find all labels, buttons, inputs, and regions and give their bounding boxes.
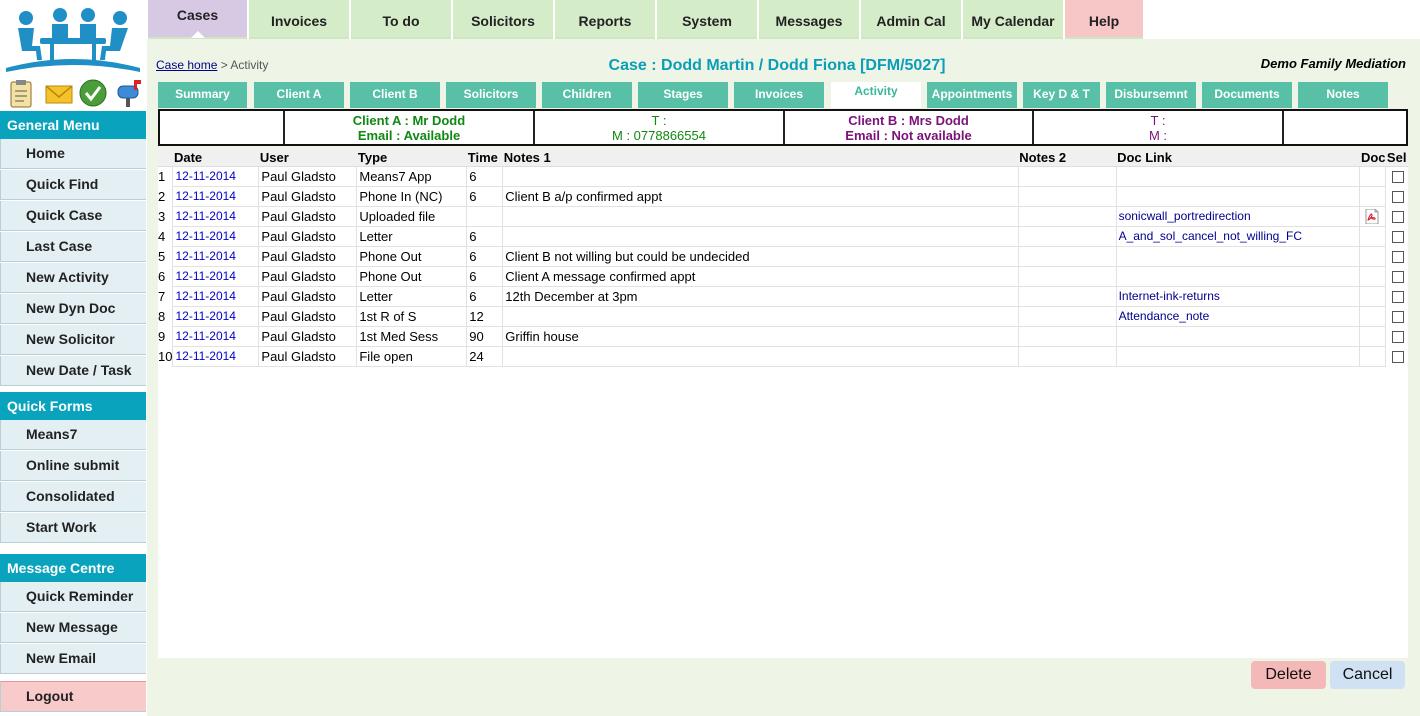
- subtab-solicitors[interactable]: Solicitors: [446, 82, 536, 108]
- client-a-mobile: M : 0778866554: [612, 128, 706, 143]
- type-cell: Uploaded file: [357, 206, 467, 226]
- user-cell: Paul Gladsto: [259, 206, 357, 226]
- select-cell: [1386, 346, 1408, 366]
- nav-tab-admin-cal[interactable]: Admin Cal: [861, 0, 961, 39]
- menu-item-last-case[interactable]: Last Case: [0, 232, 146, 262]
- menu-item-quick-case[interactable]: Quick Case: [0, 201, 146, 231]
- user-cell: Paul Gladsto: [259, 186, 357, 206]
- client-b-name: Client B : Mrs Dodd: [848, 113, 969, 128]
- clipboard-icon[interactable]: [6, 78, 36, 108]
- case-title: Case : Dodd Martin / Dodd Fiona [DFM/5027]: [608, 57, 946, 74]
- header-notes-1[interactable]: Notes 1: [503, 149, 1018, 166]
- nav-tab-reports[interactable]: Reports: [555, 0, 655, 39]
- client-b-mobile: M :: [1148, 128, 1168, 143]
- notes-2-cell: [1018, 266, 1116, 286]
- subtab-invoices[interactable]: Invoices: [734, 82, 824, 108]
- table-row[interactable]: [158, 266, 1408, 286]
- header-doc-link[interactable]: Doc Link: [1116, 149, 1360, 166]
- nav-tab-system[interactable]: System: [657, 0, 757, 39]
- table-row[interactable]: [158, 166, 1408, 186]
- notes-2-cell: [1018, 246, 1116, 266]
- type-cell: Letter: [357, 226, 467, 246]
- row-select-checkbox[interactable]: [1392, 291, 1404, 303]
- notes-1-cell: [503, 206, 1018, 226]
- subtab-notes[interactable]: Notes: [1298, 82, 1388, 108]
- table-row[interactable]: [158, 246, 1408, 266]
- notes-1-cell: [503, 166, 1018, 186]
- notes-1-cell: Client B not willing but could be undecided: [503, 246, 1018, 266]
- row-number: 10: [158, 348, 173, 364]
- client-b-phone: [1034, 111, 1284, 144]
- doc-link-cell: [1116, 346, 1360, 366]
- notes-1-cell: Client B a/p confirmed appt: [503, 186, 1018, 206]
- type-cell: 1st Med Sess: [357, 326, 467, 346]
- breadcrumb-separator: >: [217, 58, 231, 72]
- doc-cell: [1360, 266, 1386, 286]
- menu-item-new-message[interactable]: New Message: [0, 613, 146, 643]
- row-number: 1: [158, 168, 166, 184]
- client-a-email: Email : Available: [357, 128, 461, 143]
- row-select-checkbox[interactable]: [1392, 351, 1404, 363]
- doc-link-cell[interactable]: Internet-ink-returns: [1116, 286, 1360, 306]
- type-cell: Phone In (NC): [357, 186, 467, 206]
- info-cell-empty-left: [160, 111, 285, 144]
- time-cell: 6: [467, 166, 503, 186]
- menu-item-new-date-task[interactable]: New Date / Task: [0, 356, 146, 386]
- doc-link-cell: [1116, 186, 1360, 206]
- time-cell: [467, 206, 503, 226]
- subtab-documents[interactable]: Documents: [1202, 82, 1292, 108]
- user-cell: Paul Gladsto: [259, 286, 357, 306]
- time-cell: 90: [467, 326, 503, 346]
- notes-2-cell: [1018, 206, 1116, 226]
- nav-tab-messages[interactable]: Messages: [759, 0, 859, 39]
- notes-2-cell: [1018, 286, 1116, 306]
- row-select-checkbox[interactable]: [1392, 231, 1404, 243]
- date-cell[interactable]: 12-11-2014: [173, 326, 259, 346]
- time-cell: 24: [467, 346, 503, 366]
- type-cell: File open: [357, 346, 467, 366]
- user-cell: Paul Gladsto: [259, 346, 357, 366]
- envelope-icon[interactable]: [44, 78, 74, 108]
- row-number: 2: [158, 188, 166, 204]
- type-cell: Phone Out: [357, 266, 467, 286]
- row-number: 7: [158, 288, 166, 304]
- activity-grid-panel: [158, 149, 1408, 658]
- subtab-client-b[interactable]: Client B: [350, 82, 440, 108]
- select-cell: [1386, 266, 1408, 286]
- subtab-key-d-and-t[interactable]: Key D & T: [1023, 82, 1100, 108]
- header-row-number: [158, 149, 173, 166]
- doc-cell: [1360, 206, 1386, 226]
- quick-icons: [4, 78, 144, 110]
- nav-tab-invoices[interactable]: Invoices: [249, 0, 349, 39]
- client-a-name: Client A : Mr Dodd: [352, 113, 466, 128]
- date-cell[interactable]: 12-11-2014: [173, 306, 259, 326]
- menu-item-new-solicitor[interactable]: New Solicitor: [0, 325, 146, 355]
- row-number: 6: [158, 268, 166, 284]
- mailbox-icon[interactable]: [114, 78, 144, 108]
- row-number: 4: [158, 228, 166, 244]
- date-cell[interactable]: 12-11-2014: [173, 206, 259, 226]
- time-cell: 6: [467, 286, 503, 306]
- doc-cell: [1360, 246, 1386, 266]
- table-row[interactable]: [158, 186, 1408, 206]
- select-cell: [1386, 246, 1408, 266]
- type-cell: Means7 App: [357, 166, 467, 186]
- cancel-button[interactable]: Cancel: [1330, 661, 1405, 689]
- doc-link-cell: [1116, 246, 1360, 266]
- doc-link-cell[interactable]: sonicwall_portredirection: [1116, 206, 1360, 226]
- notes-1-cell: Griffin house: [503, 326, 1018, 346]
- notes-2-cell: [1018, 186, 1116, 206]
- doc-cell: [1360, 306, 1386, 326]
- doc-cell: [1360, 286, 1386, 306]
- row-number: 9: [158, 328, 166, 344]
- menu-item-means7[interactable]: Means7: [0, 420, 146, 450]
- user-cell: Paul Gladsto: [259, 326, 357, 346]
- table-row[interactable]: [158, 286, 1408, 306]
- client-a-phone: [535, 111, 785, 144]
- client-b-info: [785, 111, 1034, 144]
- client-a-tel: T :: [651, 113, 667, 128]
- breadcrumb-case-home-link[interactable]: Case home: [156, 58, 218, 72]
- notes-1-cell: [503, 306, 1018, 326]
- type-cell: Phone Out: [357, 246, 467, 266]
- general-menu-heading: General Menu: [0, 111, 146, 139]
- notes-1-cell: Client A message confirmed appt: [503, 266, 1018, 286]
- date-cell[interactable]: 12-11-2014: [173, 186, 259, 206]
- row-select-checkbox[interactable]: [1392, 211, 1404, 223]
- subtab-summary[interactable]: Summary: [158, 82, 247, 108]
- menu-item-new-activity[interactable]: New Activity: [0, 263, 146, 293]
- time-cell: 6: [467, 246, 503, 266]
- select-cell: [1386, 286, 1408, 306]
- doc-link-cell: [1116, 166, 1360, 186]
- doc-cell: [1360, 326, 1386, 346]
- doc-link-cell: [1116, 326, 1360, 346]
- breadcrumb-current: Activity: [230, 58, 269, 72]
- delete-button[interactable]: Delete: [1251, 661, 1326, 689]
- client-info-bar: [158, 109, 1408, 146]
- row-number: 5: [158, 248, 166, 264]
- notes-2-cell: [1018, 346, 1116, 366]
- row-select-checkbox[interactable]: [1392, 171, 1404, 183]
- time-cell: 6: [467, 266, 503, 286]
- client-b-tel: T :: [1150, 113, 1166, 128]
- time-cell: 6: [467, 226, 503, 246]
- header-doc[interactable]: Doc: [1360, 149, 1386, 165]
- row-select-checkbox[interactable]: [1392, 331, 1404, 343]
- date-cell[interactable]: 12-11-2014: [173, 346, 259, 366]
- doc-cell: [1360, 346, 1386, 366]
- date-cell[interactable]: 12-11-2014: [173, 266, 259, 286]
- header-notes-2[interactable]: Notes 2: [1018, 149, 1116, 166]
- select-cell: [1386, 186, 1408, 206]
- logout-button[interactable]: Logout: [0, 681, 146, 712]
- user-cell: Paul Gladsto: [259, 246, 357, 266]
- row-select-checkbox[interactable]: [1392, 191, 1404, 203]
- subtab-disbursement[interactable]: Disbursemnt: [1106, 82, 1196, 108]
- doc-link-cell[interactable]: A_and_sol_cancel_not_willing_FC: [1116, 226, 1360, 246]
- row-number: 3: [158, 208, 166, 224]
- nav-tab-solicitors[interactable]: Solicitors: [453, 0, 553, 39]
- nav-tab-cases[interactable]: Cases: [148, 0, 247, 39]
- menu-item-consolidated[interactable]: Consolidated: [0, 482, 146, 512]
- date-cell[interactable]: 12-11-2014: [173, 166, 259, 186]
- select-cell: [1386, 326, 1408, 346]
- doc-link-cell: [1116, 266, 1360, 286]
- nav-tab-my-calendar[interactable]: My Calendar: [963, 0, 1063, 39]
- subtab-activity[interactable]: Activity: [831, 82, 921, 108]
- type-cell: Letter: [357, 286, 467, 306]
- menu-item-start-work[interactable]: Start Work: [0, 513, 146, 543]
- row-select-checkbox[interactable]: [1392, 311, 1404, 323]
- date-cell[interactable]: 12-11-2014: [173, 246, 259, 266]
- select-cell: [1386, 226, 1408, 246]
- organization-name: Demo Family Mediation: [1260, 56, 1406, 71]
- subtab-stages[interactable]: Stages: [638, 82, 728, 108]
- sidebar: [0, 0, 147, 716]
- menu-item-new-email[interactable]: New Email: [0, 644, 146, 674]
- header-date[interactable]: Date: [173, 149, 259, 166]
- menu-item-home[interactable]: Home: [0, 139, 146, 169]
- client-a-info: [285, 111, 535, 144]
- row-number: 8: [158, 308, 166, 324]
- notes-1-cell: [503, 346, 1018, 366]
- nav-tab-to-do[interactable]: To do: [351, 0, 451, 39]
- table-row[interactable]: [158, 346, 1408, 366]
- quick-forms-heading: Quick Forms: [0, 392, 146, 420]
- breadcrumb: [156, 58, 268, 72]
- notes-2-cell: [1018, 166, 1116, 186]
- doc-link-cell[interactable]: Attendance_note: [1116, 306, 1360, 326]
- activity-table: [158, 149, 1408, 367]
- select-cell: [1386, 206, 1408, 226]
- menu-item-new-dyn-doc[interactable]: New Dyn Doc: [0, 294, 146, 324]
- header-sel[interactable]: Sel: [1386, 149, 1407, 165]
- table-row[interactable]: [158, 206, 1408, 226]
- time-cell: 6: [467, 186, 503, 206]
- pdf-icon[interactable]: [1365, 209, 1379, 224]
- type-cell: 1st R of S: [357, 306, 467, 326]
- checkmark-icon[interactable]: [78, 78, 108, 108]
- main-content: [147, 39, 1420, 716]
- user-cell: Paul Gladsto: [259, 166, 357, 186]
- client-b-email: Email : Not available: [845, 128, 972, 143]
- user-cell: Paul Gladsto: [259, 266, 357, 286]
- notes-2-cell: [1018, 306, 1116, 326]
- row-select-checkbox[interactable]: [1392, 271, 1404, 283]
- table-row[interactable]: [158, 226, 1408, 246]
- user-cell: Paul Gladsto: [259, 306, 357, 326]
- notes-2-cell: [1018, 226, 1116, 246]
- message-centre-heading: Message Centre: [0, 554, 146, 582]
- subtab-client-a[interactable]: Client A: [254, 82, 344, 108]
- table-header-row: [158, 149, 1408, 166]
- row-select-checkbox[interactable]: [1392, 251, 1404, 263]
- time-cell: 12: [467, 306, 503, 326]
- header-type[interactable]: Type: [357, 149, 467, 166]
- menu-item-quick-reminder[interactable]: Quick Reminder: [0, 582, 146, 612]
- subtab-children[interactable]: Children: [542, 82, 632, 108]
- header-user[interactable]: User: [259, 149, 357, 166]
- table-row[interactable]: [158, 326, 1408, 346]
- family-mediation-logo: [4, 6, 142, 76]
- date-cell[interactable]: 12-11-2014: [173, 286, 259, 306]
- select-cell: [1386, 166, 1408, 186]
- notes-2-cell: [1018, 326, 1116, 346]
- menu-item-online-submit[interactable]: Online submit: [0, 451, 146, 481]
- select-cell: [1386, 306, 1408, 326]
- date-cell[interactable]: 12-11-2014: [173, 226, 259, 246]
- header-time[interactable]: Time: [467, 149, 503, 166]
- notes-1-cell: [503, 226, 1018, 246]
- doc-cell: [1360, 166, 1386, 186]
- notes-1-cell: 12th December at 3pm: [503, 286, 1018, 306]
- subtab-appointments[interactable]: Appointments: [927, 82, 1017, 108]
- user-cell: Paul Gladsto: [259, 226, 357, 246]
- menu-item-quick-find[interactable]: Quick Find: [0, 170, 146, 200]
- nav-tab-help[interactable]: Help: [1065, 0, 1143, 39]
- table-row[interactable]: [158, 306, 1408, 326]
- doc-cell: [1360, 226, 1386, 246]
- doc-cell: [1360, 186, 1386, 206]
